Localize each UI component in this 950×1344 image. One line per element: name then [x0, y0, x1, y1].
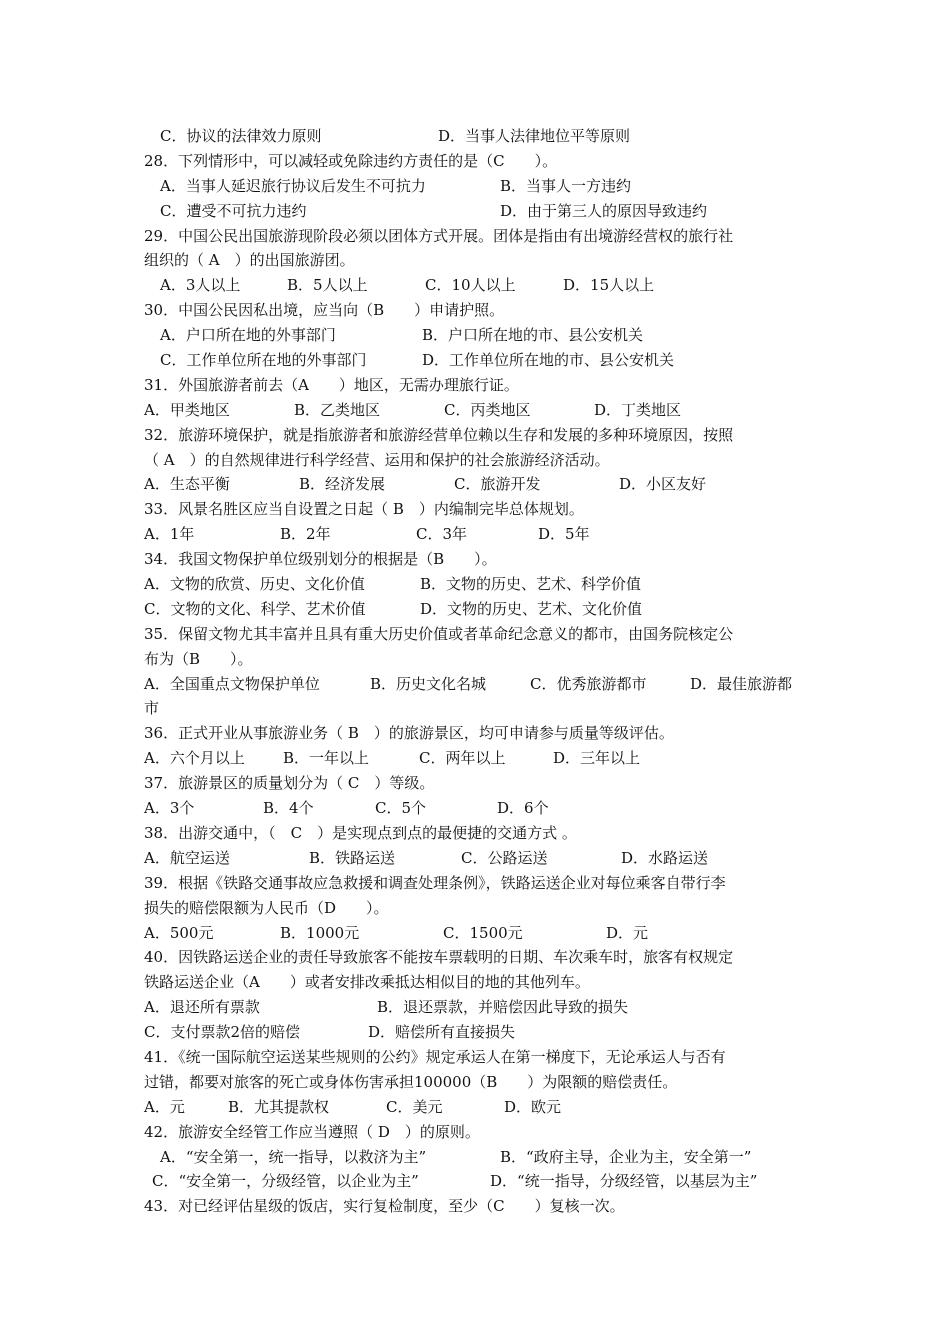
answer-options-line [144, 124, 809, 149]
answer-option: D．最佳旅游都 [690, 674, 793, 693]
answer-option: C．“安全第一，分级经管，以企业为主” [152, 1172, 419, 1191]
question-text-line: 铁路运送企业（A ）或者安排改乘抵达相似目的地的其他列车。 [144, 973, 590, 992]
question-text-line: 29．中国公民出国旅游现阶段必须以团体方式开展。团体是指由有出境游经营权的旅行社 [144, 226, 734, 245]
question-text-line: 36．正式开业从事旅游业务（ B ）的旅游景区，均可申请参与质量等级评估。 [144, 724, 674, 743]
answer-option: C．协议的法律效力原则 [160, 127, 322, 145]
answer-option: A．文物的欣赏、历史、文化价值 [144, 575, 365, 594]
answer-option: A．甲类地区 [144, 400, 230, 419]
question-text-line: 过错，都要对旅客的死亡或身体伤害承担100000（B ）为限额的赔偿责任。 [144, 1072, 678, 1091]
answer-options-line [144, 846, 809, 871]
question-text-line: 41．《统一国际航空运送某些规则的公约》规定承运人在第一梯度下，无论承运人与否有 [144, 1047, 726, 1066]
answer-option: C．5个 [375, 799, 427, 818]
answer-option: D．欧元 [504, 1097, 562, 1116]
question-text-line: 33．风景名胜区应当自设置之日起（ B ）内编制完毕总体规划。 [144, 500, 584, 519]
answer-option: D．小区友好 [619, 475, 707, 494]
answer-option: B．一年以上 [283, 749, 370, 768]
answer-option: D．工作单位所在地的市、县公安机关 [422, 351, 675, 370]
answer-option: A．退还所有票款 [144, 998, 260, 1017]
answer-option: D．三年以上 [553, 749, 641, 768]
question-text-line: 30．中国公民因私出境，应当向（B ）申请护照。 [144, 301, 505, 320]
answer-option: B．户口所在地的市、县公安机关 [422, 326, 644, 345]
document-page [144, 124, 809, 1219]
answer-option: D．6个 [497, 799, 549, 818]
answer-option: A．元 [144, 1097, 185, 1116]
answer-option: A．1年 [144, 525, 195, 544]
question-text-line: 28．下列情形中，可以减轻或免除违约方责任的是（C ）。 [144, 151, 558, 170]
question-text-line: 43．对已经评估星级的饭店，实行复检制度，至少（C ）复核一次。 [144, 1197, 625, 1216]
answer-option: B．尤其提款权 [228, 1097, 330, 1116]
answer-options-line [144, 796, 809, 821]
answer-option: C．3年 [416, 525, 468, 544]
answer-option: C．美元 [386, 1097, 443, 1116]
answer-option: C．优秀旅游都市 [530, 674, 647, 693]
answer-option: C．公路运送 [461, 848, 548, 867]
answer-option: B．经济发展 [299, 475, 386, 494]
answer-options-line [144, 273, 809, 298]
answer-option: C．两年以上 [419, 749, 506, 768]
answer-option: B．5人以上 [287, 276, 368, 295]
answer-option: D．15人以上 [563, 276, 655, 295]
question-text-line: 35．保留文物尤其丰富并且具有重大历史价值或者革命纪念意义的都市，由国务院核定公 [144, 624, 734, 643]
answer-option: A．3人以上 [160, 276, 241, 295]
answer-option: A．“安全第一，统一指导，以救济为主” [160, 1147, 427, 1166]
answer-option: B．“政府主导，企业为主，安全第一” [500, 1147, 752, 1166]
answer-options-line [144, 1020, 809, 1045]
answer-option: C．工作单位所在地的外事部门 [160, 351, 367, 370]
answer-option: D．文物的历史、艺术、文化价值 [420, 599, 643, 618]
answer-option: B．历史文化名城 [370, 674, 487, 693]
answer-option: A．六个月以上 [144, 749, 245, 768]
question-text-line: 32．旅游环境保护，就是指旅游者和旅游经营单位赖以生存和发展的多种环境原因，按照 [144, 425, 734, 444]
answer-option: D．赔偿所有直接损失 [368, 1023, 516, 1042]
answer-options-line [144, 1169, 809, 1194]
question-text-line: 31．外国旅游者前去（A ）地区，无需办理旅行证。 [144, 375, 519, 394]
question-text-line: 34．我国文物保护单位级别划分的根据是（B ）。 [144, 550, 497, 569]
answer-option: A．户口所在地的外事部门 [160, 326, 336, 345]
answer-option: B．乙类地区 [294, 400, 381, 419]
answer-option: D．由于第三人的原因导致违约 [500, 201, 708, 220]
answer-options-line [144, 572, 809, 597]
answer-option: D．5年 [538, 525, 590, 544]
answer-options-line [144, 921, 809, 946]
answer-option: C．丙类地区 [444, 400, 531, 419]
answer-options-line [144, 1095, 809, 1120]
question-text-line: 损失的赔偿限额为人民币（D ）。 [144, 898, 389, 917]
answer-option: B．铁路运送 [309, 848, 396, 867]
answer-option: A．航空运送 [144, 848, 230, 867]
answer-option: C．旅游开发 [454, 475, 541, 494]
answer-option: B．文物的历史、艺术、科学价值 [420, 575, 642, 594]
answer-option: C．10人以上 [425, 276, 516, 295]
question-text-line: 39．根据《铁路交通事故应急救援和调查处理条例》，铁路运送企业对每位乘客自带行李 [144, 873, 726, 892]
answer-options-line [144, 995, 809, 1020]
answer-option: D．水路运送 [621, 848, 709, 867]
answer-option: A．3个 [144, 799, 195, 818]
answer-option: B．2年 [280, 525, 331, 544]
answer-option: B．退还票款，并赔偿因此导致的损失 [377, 998, 629, 1017]
answer-options-line [144, 472, 809, 497]
answer-options-line [144, 398, 809, 423]
answer-option: C．文物的文化、科学、艺术价值 [144, 599, 366, 618]
question-text-line: 42．旅游安全经管工作应当遵照（ D ）的原则。 [144, 1122, 480, 1141]
answer-option: A．当事人延迟旅行协议后发生不可抗力 [160, 176, 426, 195]
answer-option: A．500元 [144, 923, 214, 942]
answer-option: B．当事人一方违约 [500, 176, 632, 195]
answer-options-line [144, 348, 809, 373]
answer-options-line [144, 522, 809, 547]
answer-options-line [144, 597, 809, 622]
answer-options-line [144, 199, 809, 224]
question-text-line: 40．因铁路运送企业的责任导致旅客不能按车票载明的日期、车次乘车时，旅客有权规定 [144, 948, 734, 967]
answer-option: C．支付票款2倍的赔偿 [144, 1023, 301, 1042]
question-text-line: 市 [144, 699, 160, 718]
question-text-line: 37．旅游景区的质量划分为（ C ）等级。 [144, 774, 435, 793]
answer-options-line [144, 672, 809, 697]
question-text-line: 38．出游交通中，（ C ）是实现点到点的最便捷的交通方式 。 [144, 823, 577, 842]
answer-option: B．1000元 [280, 923, 360, 942]
answer-options-line [144, 1145, 809, 1170]
question-text-line: （ A ）的自然规律进行科学经营、运用和保护的社会旅游经济活动。 [144, 450, 610, 469]
answer-option: C．遭受不可抗力违约 [160, 201, 307, 220]
answer-option: C．1500元 [443, 923, 523, 942]
answer-options-line [144, 746, 809, 771]
answer-option: B．4个 [263, 799, 314, 818]
answer-option: D．“统一指导，分级经管，以基层为主” [490, 1172, 758, 1191]
answer-options-line [144, 323, 809, 348]
answer-option: D．元 [606, 923, 649, 942]
answer-option: A．生态平衡 [144, 475, 230, 494]
answer-option: D．丁类地区 [594, 400, 682, 419]
answer-option: D．当事人法律地位平等原则 [438, 127, 631, 145]
question-text-line: 组织的（ A ）的出国旅游团。 [144, 251, 355, 270]
question-text-line: 布为（B ）。 [144, 649, 253, 668]
answer-options-line [144, 174, 809, 199]
answer-option: A．全国重点文物保护单位 [144, 674, 320, 693]
